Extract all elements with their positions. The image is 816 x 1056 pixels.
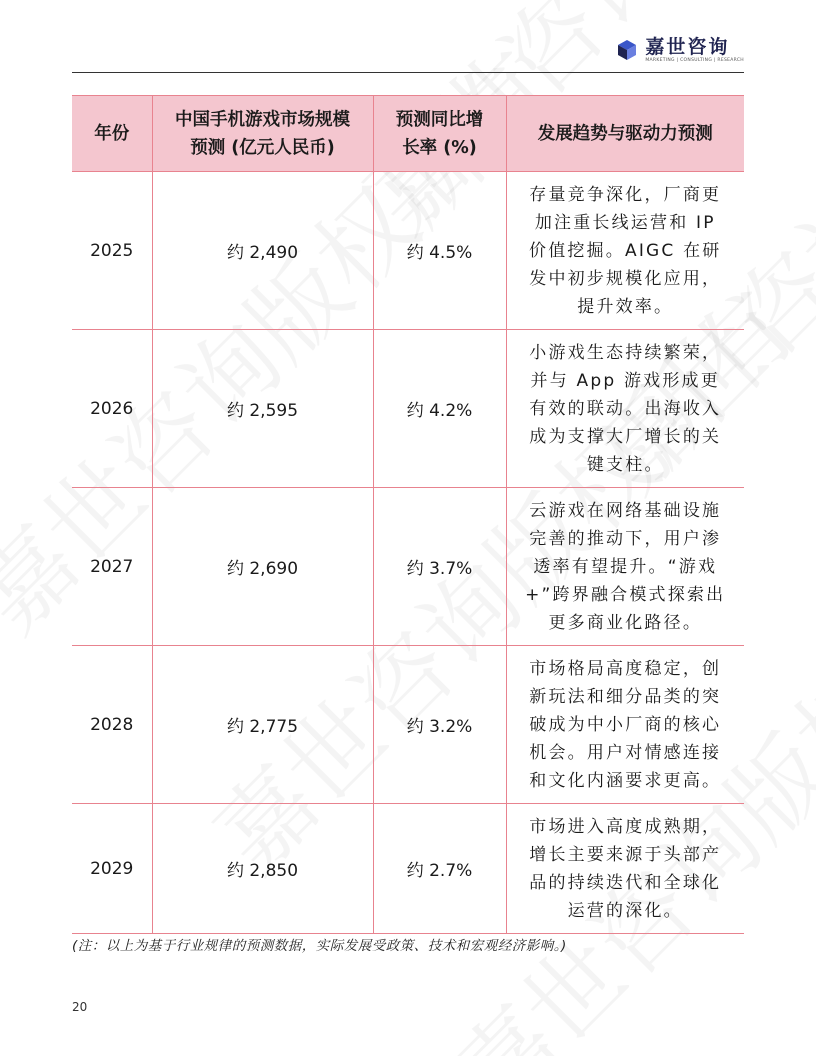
header-trend: 发展趋势与驱动力预测 bbox=[506, 96, 744, 172]
brand-logo bbox=[615, 34, 744, 66]
table-row bbox=[72, 804, 744, 934]
brand-name: 嘉世咨询 bbox=[645, 35, 730, 58]
header-divider bbox=[72, 72, 744, 73]
cell-trend: 云游戏在网络基础设施完善的推动下，用户渗透率有望提升。“游戏+”跨界融合模式探索出更多商业化路径。 bbox=[506, 488, 744, 646]
forecast-table bbox=[72, 95, 744, 934]
cell-market-size: 约 2,690 bbox=[152, 488, 373, 646]
cell-growth: 约 4.5% bbox=[373, 172, 506, 330]
cell-trend: 市场格局高度稳定，创新玩法和细分品类的突破成为中小厂商的核心机会。用户对情感连接和文化内涵要求更高。 bbox=[506, 646, 744, 804]
table-row bbox=[72, 172, 744, 330]
cell-trend: 存量竞争深化，厂商更加注重长线运营和 IP 价值挖掘。AIGC 在研发中初步规模化应用，提升效率。 bbox=[506, 172, 744, 330]
cell-year: 2025 bbox=[72, 172, 152, 330]
table-row bbox=[72, 488, 744, 646]
table-footnote: (注：以上为基于行业规律的预测数据，实际发展受政策、技术和宏观经济影响。) bbox=[72, 938, 567, 954]
cell-trend: 小游戏生态持续繁荣，并与 App 游戏形成更有效的联动。出海收入成为支撑大厂增长的关键支柱。 bbox=[506, 330, 744, 488]
cell-year: 2029 bbox=[72, 804, 152, 934]
brand-tagline: MARKETING | CONSULTING | RESEARCH bbox=[645, 57, 744, 63]
page-number: 20 bbox=[72, 1000, 88, 1014]
header-year: 年份 bbox=[72, 96, 152, 172]
cell-growth: 约 3.7% bbox=[373, 488, 506, 646]
logo-cube-icon bbox=[615, 38, 639, 62]
table-row bbox=[72, 330, 744, 488]
cell-market-size: 约 2,850 bbox=[152, 804, 373, 934]
cell-year: 2028 bbox=[72, 646, 152, 804]
table-header-row bbox=[72, 96, 744, 172]
table-row bbox=[72, 646, 744, 804]
header-growth: 预测同比增长率 (%) bbox=[373, 96, 506, 172]
cell-growth: 约 2.7% bbox=[373, 804, 506, 934]
cell-trend: 市场进入高度成熟期，增长主要来源于头部产品的持续迭代和全球化运营的深化。 bbox=[506, 804, 744, 934]
cell-year: 2026 bbox=[72, 330, 152, 488]
cell-growth: 约 4.2% bbox=[373, 330, 506, 488]
cell-year: 2027 bbox=[72, 488, 152, 646]
header-market-size: 中国手机游戏市场规模预测 (亿元人民币) bbox=[152, 96, 373, 172]
cell-market-size: 约 2,595 bbox=[152, 330, 373, 488]
cell-market-size: 约 2,775 bbox=[152, 646, 373, 804]
cell-growth: 约 3.2% bbox=[373, 646, 506, 804]
cell-market-size: 约 2,490 bbox=[152, 172, 373, 330]
